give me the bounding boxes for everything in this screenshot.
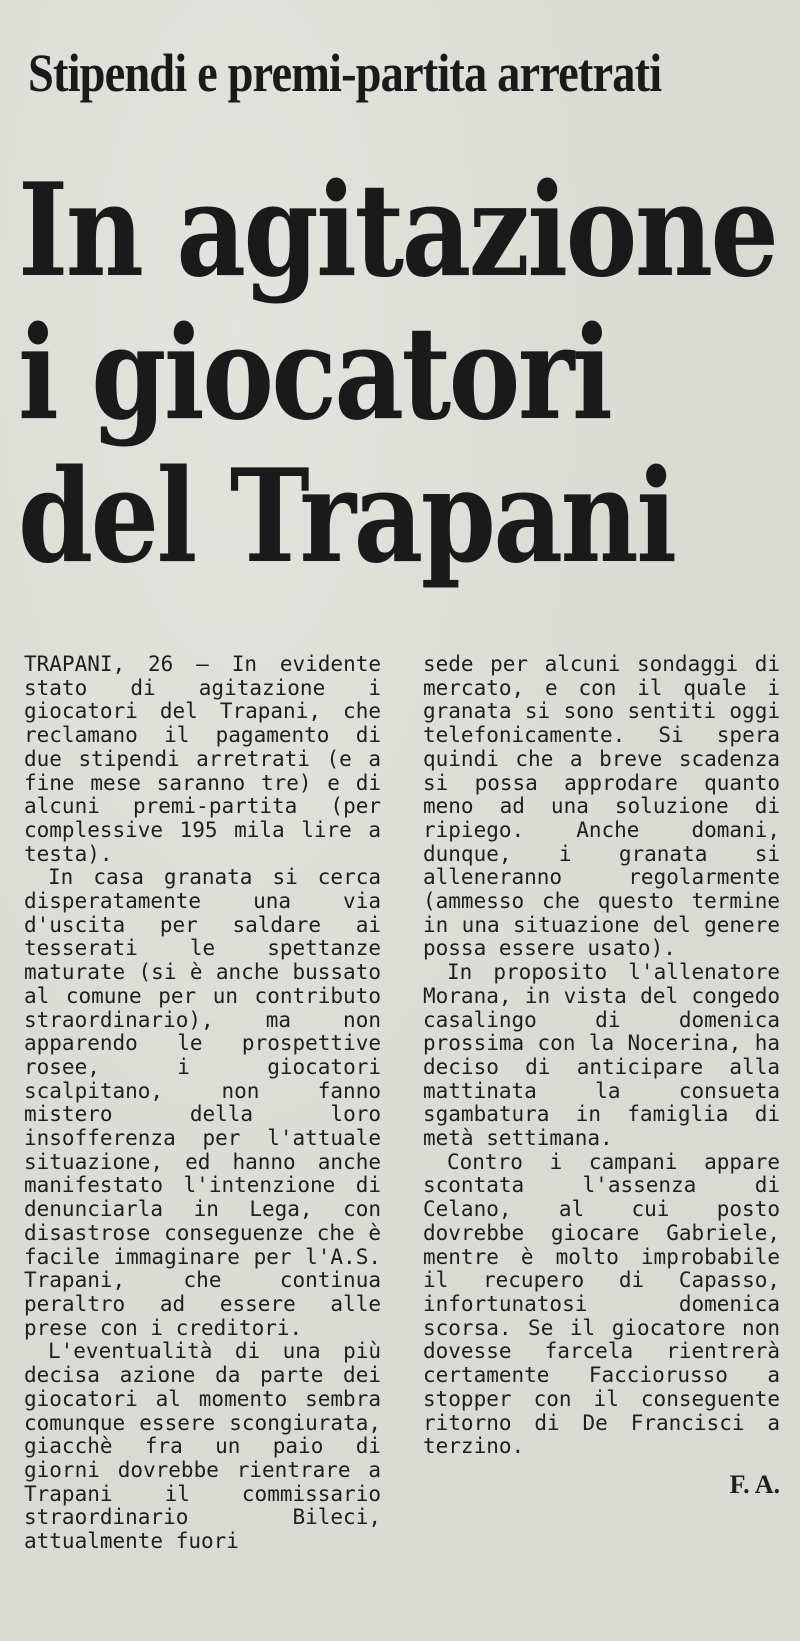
- headline-line-2: i giocatori: [18, 299, 611, 449]
- column-right: [423, 653, 780, 1554]
- paragraph: L'eventualità di una più decisa azione da parte dei giocatori al momento sembra comunque essere scongiurata, giacchè fra un paio di giorni dovrebbe rientrare a Trapani il commissario straordinario Bileci, attualmente fuori: [24, 1339, 381, 1554]
- headline-line-3: del Trapani: [18, 442, 675, 592]
- kicker-subtitle: Stipendi e premi-partita arretrati: [28, 43, 662, 103]
- paragraph: TRAPANI, 26 — In evidente stato di agitazione i giocatori del Trapani, che reclamano il pagamento di due stipendi arretrati (e a fine mese saranno tre) e di alcuni premi-partita (per complessive 195 mila lire a testa).: [24, 652, 381, 866]
- paragraph: In proposito l'allenatore Morana, in vista del congedo casalingo di domenica prossima con la Nocerina, ha deciso di anticipare alla mattinata la consueta sgambatura in famiglia di metà settimana.: [423, 960, 780, 1151]
- headline: [18, 156, 798, 592]
- paragraph: sede per alcuni sondaggi di mercato, e con il quale i granata si sono sentiti oggi telefonicamente. Si spera quindi che a breve scadenza si possa approdare quanto meno ad una soluzione di ripiego. Anche domani, dunque, i granata si alleneranno regolarmente (ammesso che questo termine in una situazione del genere possa essere usato).: [423, 652, 780, 961]
- headline-line-1: In agitazione: [18, 156, 777, 306]
- column-left: [24, 653, 381, 1554]
- paragraph: In casa granata si cerca disperatamente una via d'uscita per saldare ai tesserati le spettanze maturate (si è anche bussato al comune per un contributo straordinario), ma non apparendo le prospettive rosee, i giocatori scalpitano, non fanno mistero della loro insofferenza per l'attuale situazione, ed hanno anche manifestato l'intenzione di denunciarla in Lega, con disastrose conseguenze che è facile immaginare per l'A.S. Trapani, che continua peraltro ad essere alle prese con i creditori.: [24, 865, 381, 1340]
- article-body: [24, 653, 780, 1554]
- paragraph: Contro i campani appare scontata l'assenza di Celano, al cui posto dovrebbe giocare Gabriele, mentre è molto improbabile il recupero di Capasso, infortunatosi domenica scorsa. Se il giocatore non dovesse farcela rientrerà certamente Facciorusso a stopper con il conseguente ritorno di De Francisci a terzino.: [423, 1149, 780, 1459]
- author-signature: F. A.: [729, 1469, 780, 1499]
